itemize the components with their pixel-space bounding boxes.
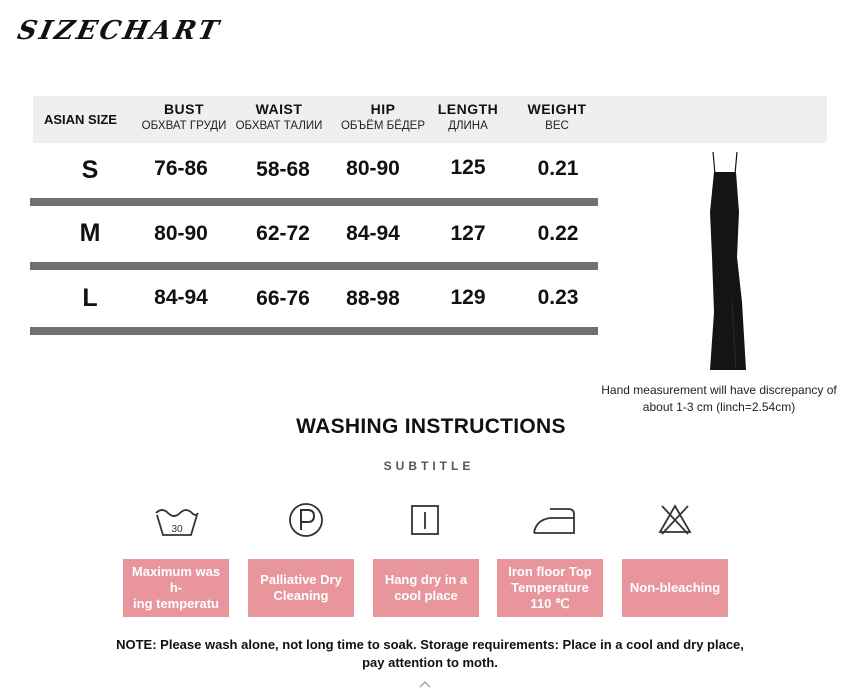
table-cell: 0.22 [537,222,579,245]
table-cell: 80-90 [154,222,208,245]
table-cell: 84-94 [346,222,400,245]
column-header-en: BUST [163,101,205,117]
chevron-up-icon[interactable] [418,680,432,688]
no-bleach-icon [650,500,700,540]
row-divider [30,327,598,335]
table-cell: 127 [450,222,486,245]
table-cell: 129 [450,286,486,309]
washing-title: WASHING INSTRUCTIONS [296,415,566,438]
table-cell: 88-98 [346,287,400,310]
column-header-waist [232,101,326,132]
dress-image [706,152,750,374]
storage-note-line-1: NOTE: Please wash alone, not long time to soak. Storage requirements: Place in a cool and dry place, [116,637,744,652]
column-header-bust [138,101,230,132]
care-label-hang-dry: Hang dry in a cool place [373,559,479,617]
hang-dry-icon [401,500,451,540]
column-header-hip [334,101,432,132]
column-header-en: LENGTH [437,101,499,117]
wash-30-icon [152,503,202,543]
care-label-non-bleaching: Non-bleaching [622,559,728,617]
column-header-ru: ВЕС [545,120,569,132]
column-header-ru: ДЛИНА [448,120,488,132]
dry-clean-p-icon [281,500,331,540]
care-label-iron: Iron floor Top Temperature 110 ℃ [497,559,603,617]
column-header-en: WAIST [255,101,303,117]
row-divider [30,198,598,206]
table-cell: 62-72 [256,222,310,245]
measurement-note: Hand measurement will have discrepancy of about 1-3 cm (linch=2.54cm) [601,383,837,414]
table-cell: 0.23 [537,286,579,309]
table-cell: 0.21 [537,157,579,180]
table-cell: 84-94 [154,286,208,309]
care-label-max-wash-temp: Maximum was h- ing temperatu [123,559,229,617]
page-title: SIZECHART [14,16,224,46]
washing-subtitle: SUBTITLE [383,459,475,473]
care-label-dry-cleaning: Palliative Dry Cleaning [248,559,354,617]
table-cell: 80-90 [346,157,400,180]
size-label-s: S [81,156,99,184]
iron-icon [530,500,580,540]
size-label-l: L [82,284,98,312]
storage-note-line-2: pay attention to moth. [362,655,498,670]
table-cell: 76-86 [154,157,208,180]
column-header-length [430,101,506,132]
table-cell: 66-76 [256,287,310,310]
column-header-weight [520,101,594,132]
storage-note [60,636,800,672]
table-cell: 125 [450,156,486,179]
table-cell: 58-68 [256,158,310,181]
size-label-m: M [79,219,101,247]
column-header-en: HIP [370,101,396,117]
column-header-en: WEIGHT [527,101,587,117]
row-divider [30,262,598,270]
wash-temp-label: 30 [171,524,183,535]
column-header-ru: ОБХВАТ ГРУДИ [141,120,227,132]
asian-size-header: ASIAN SIZE [44,112,117,127]
column-header-ru: ОБХВАТ ТАЛИИ [235,120,323,132]
column-header-ru: ОБЪЁМ БЁДЕР [340,120,425,132]
